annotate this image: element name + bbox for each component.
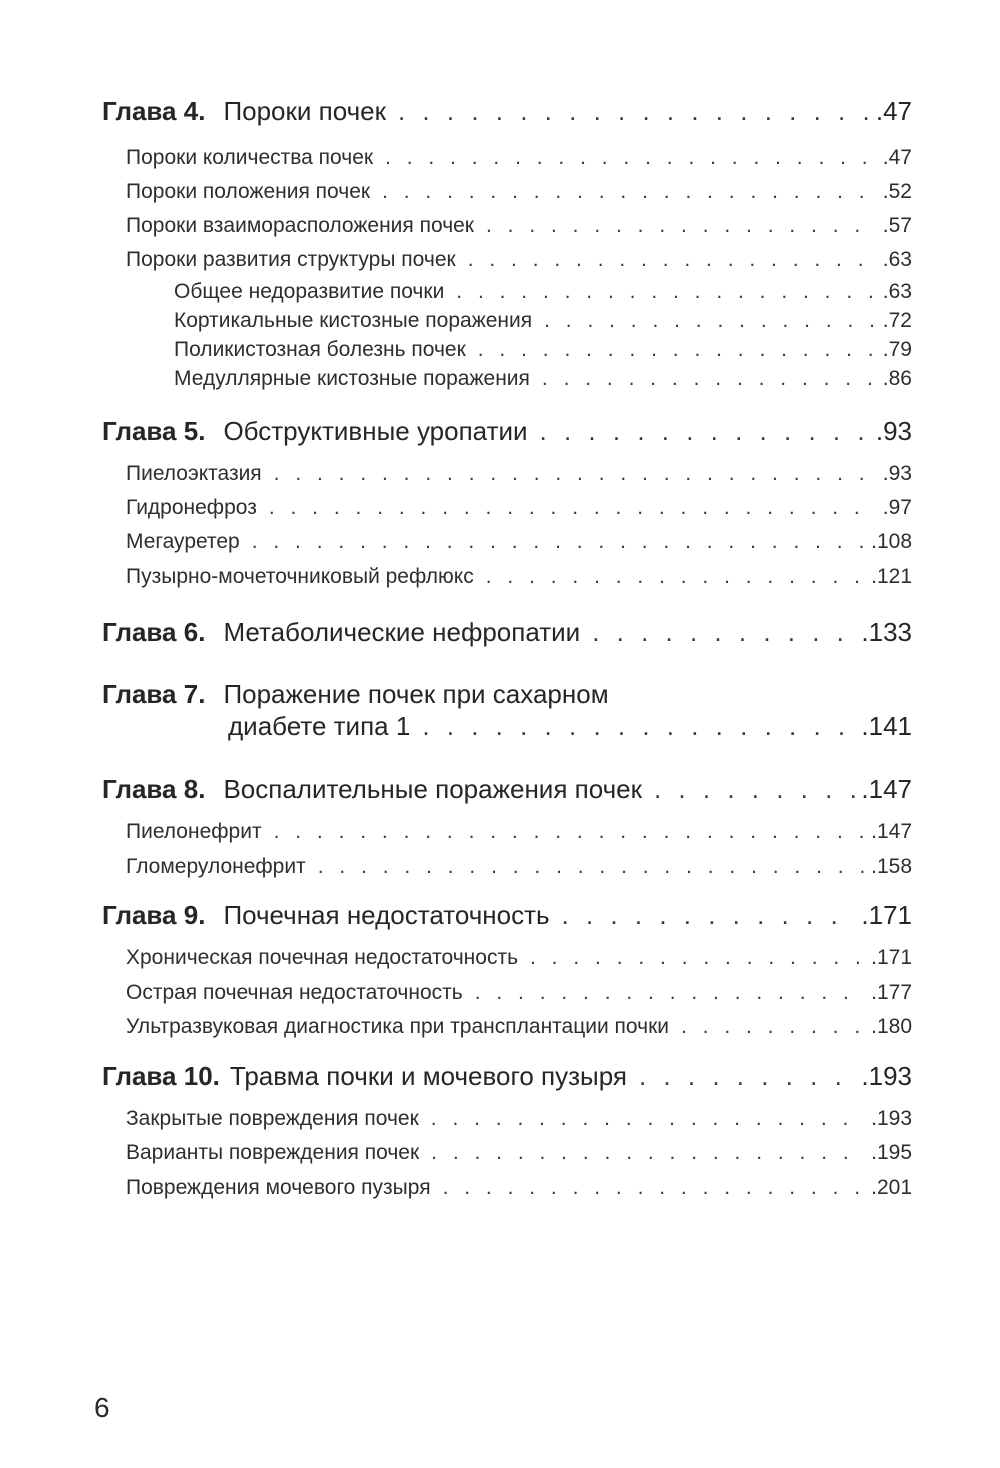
- chapter-title: Почечная недостаточность: [223, 900, 550, 930]
- page-ref: .201: [871, 1176, 912, 1199]
- chapter-title: Метаболические нефропатии: [223, 617, 581, 647]
- dot-leader: [456, 280, 877, 304]
- toc-section-entry[interactable]: [126, 462, 912, 486]
- page-ref: .171: [871, 946, 912, 969]
- section-title: Пороки количества почек: [126, 146, 374, 169]
- section-title: Пороки положения почек: [126, 180, 371, 203]
- toc-section-entry[interactable]: [126, 981, 912, 1005]
- section-title: Повреждения мочевого пузыря: [126, 1176, 431, 1199]
- dot-leader: [274, 462, 877, 486]
- page-ref: .141: [861, 711, 912, 741]
- chapter-title: Пороки почек: [223, 96, 386, 126]
- dot-leader: [382, 180, 877, 204]
- toc-section-entry[interactable]: [126, 946, 912, 970]
- page-ref: .108: [871, 530, 912, 553]
- dot-leader: [468, 248, 877, 272]
- chapter-title: Обструктивные уропатии: [223, 416, 528, 446]
- dot-leader: [478, 338, 877, 362]
- toc-section-entry[interactable]: [126, 1107, 912, 1131]
- page-ref: .79: [882, 338, 912, 361]
- toc-chapter-entry[interactable]: [102, 900, 912, 931]
- toc-section-entry[interactable]: [126, 820, 912, 844]
- toc-section-entry[interactable]: [126, 248, 912, 272]
- dot-leader: [654, 774, 855, 805]
- toc-subsection-entry[interactable]: [174, 280, 912, 304]
- section-title: Острая почечная недостаточность: [126, 981, 463, 1004]
- page-ref: .195: [871, 1141, 912, 1164]
- toc-subsection-entry[interactable]: [174, 309, 912, 333]
- page-number: 6: [94, 1392, 110, 1423]
- section-title: Гломерулонефрит: [126, 855, 306, 878]
- page-ref: .72: [882, 309, 912, 332]
- chapter-label: Глава 6.: [102, 617, 206, 647]
- toc-section-entry[interactable]: [126, 855, 912, 879]
- toc-subsection-entry[interactable]: [174, 338, 912, 362]
- subsection-title: Кортикальные кистозные поражения: [174, 309, 533, 332]
- subsection-title: Медуллярные кистозные поражения: [174, 367, 530, 390]
- section-title: Закрытые повреждения почек: [126, 1107, 419, 1130]
- dot-leader: [318, 855, 865, 879]
- dot-leader: [385, 146, 877, 170]
- chapter-title: Травма почки и мочевого пузыря: [229, 1061, 627, 1091]
- page-ref: .63: [882, 248, 912, 271]
- chapter-label: Глава 5.: [102, 416, 206, 446]
- toc-section-entry[interactable]: [126, 180, 912, 204]
- toc-section-entry[interactable]: [126, 214, 912, 238]
- page-ref: .180: [871, 1015, 912, 1038]
- dot-leader: [681, 1015, 865, 1039]
- dot-leader: [544, 309, 877, 333]
- toc-section-entry[interactable]: [126, 496, 912, 520]
- chapter-label: Глава 10.: [102, 1061, 220, 1091]
- toc-section-entry[interactable]: [126, 146, 912, 170]
- page-ref: .147: [871, 820, 912, 843]
- page-ref: .97: [882, 496, 912, 519]
- subsection-title: Поликистозная болезнь почек: [174, 338, 466, 361]
- section-title: Варианты повреждения почек: [126, 1141, 420, 1164]
- dot-leader: [422, 711, 855, 742]
- dot-leader: [252, 530, 865, 554]
- page-ref: .133: [861, 617, 912, 647]
- page-ref: .93: [882, 462, 912, 485]
- dot-leader: [562, 900, 856, 931]
- subsection-title: Общее недоразвитие почки: [174, 280, 445, 303]
- page-ref: .63: [882, 280, 912, 303]
- dot-leader: [530, 946, 865, 970]
- page-ref: .193: [871, 1107, 912, 1130]
- toc-chapter-entry[interactable]: [102, 1061, 912, 1092]
- toc-chapter-entry[interactable]: [102, 416, 912, 447]
- toc-chapter-entry[interactable]: [102, 679, 912, 710]
- toc-section-entry[interactable]: [126, 1015, 912, 1039]
- section-title: Пузырно-мочеточниковый рефлюкс: [126, 565, 474, 588]
- page-ref: .47: [875, 96, 912, 126]
- dot-leader: [431, 1141, 865, 1165]
- toc-chapter-continuation[interactable]: [228, 711, 912, 742]
- chapter-label: Глава 9.: [102, 900, 206, 930]
- dot-leader: [486, 565, 865, 589]
- section-title: Пороки взаиморасположения почек: [126, 214, 474, 237]
- page-ref: .93: [875, 416, 912, 446]
- dot-leader: [269, 496, 877, 520]
- chapter-title-line2: диабете типа 1: [228, 711, 411, 741]
- dot-leader: [443, 1176, 866, 1200]
- page-ref: .121: [871, 565, 912, 588]
- page-ref: .193: [861, 1061, 912, 1091]
- toc-subsection-entry[interactable]: [174, 367, 912, 391]
- chapter-label: Глава 7.: [102, 679, 206, 709]
- page-ref: .171: [861, 900, 912, 930]
- section-title: Ультразвуковая диагностика при трансплантации почки: [126, 1015, 669, 1038]
- dot-leader: [475, 981, 865, 1005]
- chapter-title-line1: Поражение почек при сахарном: [223, 679, 609, 709]
- page-ref: .86: [882, 367, 912, 390]
- page-ref: .147: [861, 774, 912, 804]
- chapter-label: Глава 4.: [102, 96, 206, 126]
- dot-leader: [542, 367, 877, 391]
- dot-leader: [639, 1061, 855, 1092]
- section-title: Пиелоэктазия: [126, 462, 262, 485]
- toc-chapter-entry[interactable]: [102, 774, 912, 805]
- toc-section-entry[interactable]: [126, 565, 912, 589]
- dot-leader: [398, 96, 870, 127]
- toc-section-entry[interactable]: [126, 530, 912, 554]
- toc-section-entry[interactable]: [126, 1176, 912, 1200]
- section-title: Пороки развития структуры почек: [126, 248, 456, 271]
- section-title: Пиелонефрит: [126, 820, 262, 843]
- dot-leader: [486, 214, 877, 238]
- page-ref: .52: [882, 180, 912, 203]
- page-ref: .158: [871, 855, 912, 878]
- dot-leader: [540, 416, 870, 447]
- toc-chapter-entry[interactable]: [102, 617, 912, 648]
- dot-leader: [592, 617, 855, 648]
- page-ref: .47: [882, 146, 912, 169]
- toc-section-entry[interactable]: [126, 1141, 912, 1165]
- page-ref: .177: [871, 981, 912, 1004]
- dot-leader: [431, 1107, 865, 1131]
- toc-chapter-entry[interactable]: [102, 96, 912, 127]
- dot-leader: [274, 820, 866, 844]
- section-title: Мегауретер: [126, 530, 240, 553]
- page-ref: .57: [882, 214, 912, 237]
- section-title: Гидронефроз: [126, 496, 257, 519]
- chapter-label: Глава 8.: [102, 774, 206, 804]
- chapter-title: Воспалительные поражения почек: [223, 774, 642, 804]
- section-title: Хроническая почечная недостаточность: [126, 946, 519, 969]
